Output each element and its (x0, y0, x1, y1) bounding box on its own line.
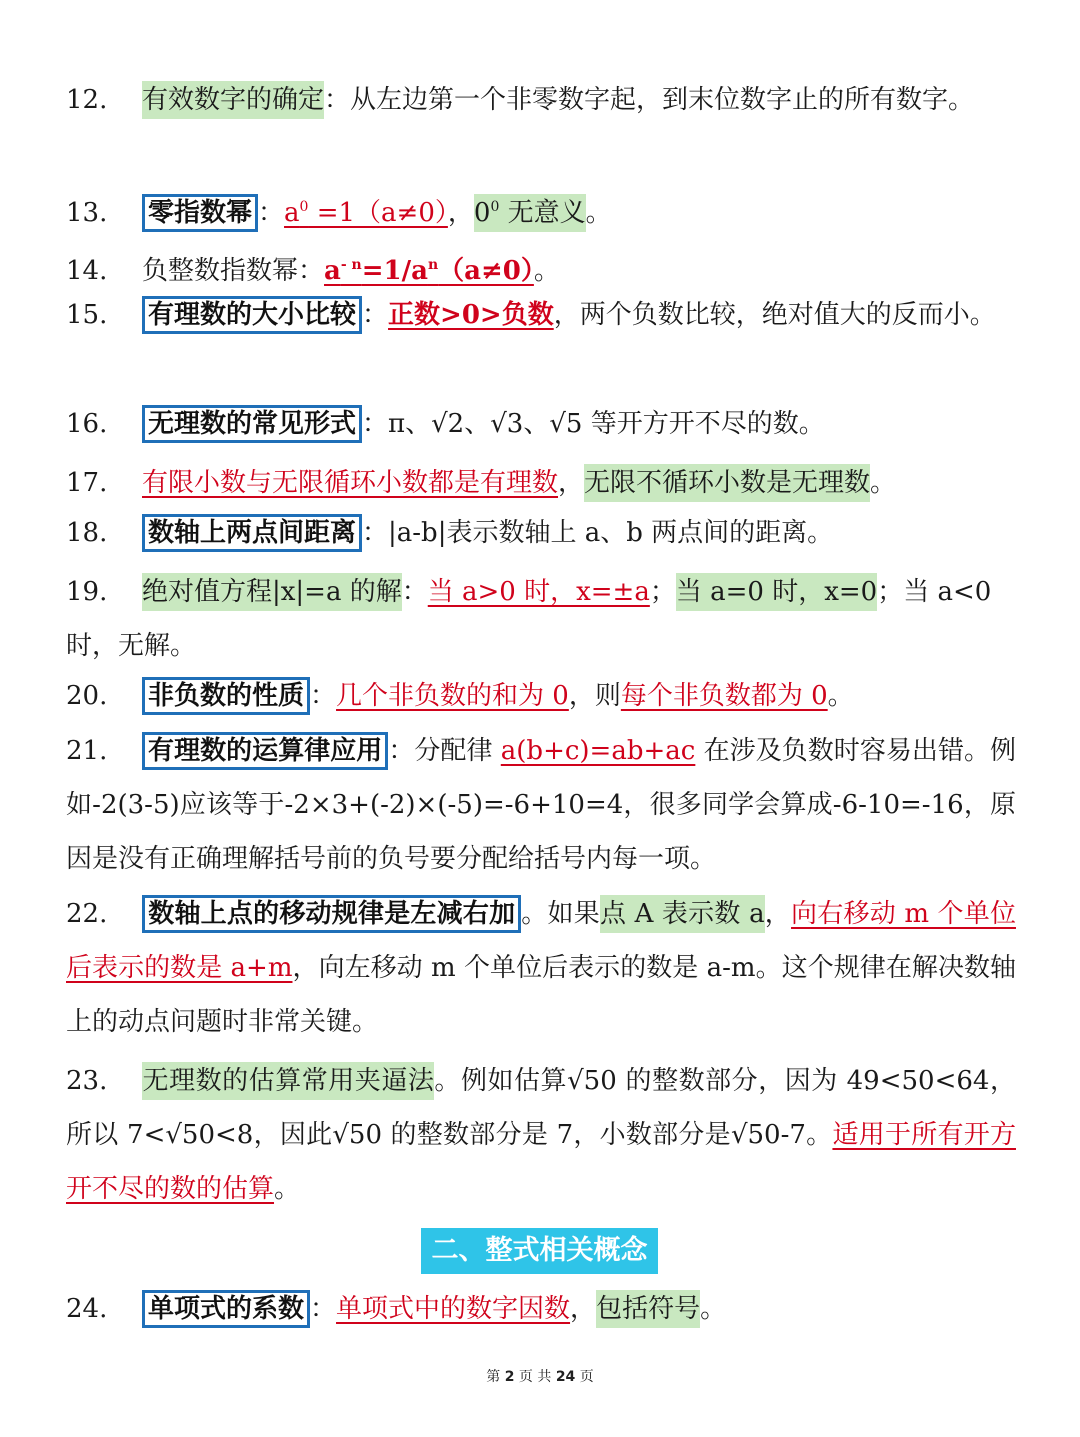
red-text: 每个非负数都为 0 (620, 681, 828, 711)
item-22 (66, 887, 1016, 1049)
footer-text: 页 (579, 1369, 594, 1385)
item-number: 19. (66, 577, 108, 607)
item-24 (66, 1282, 1016, 1336)
item-number: 22. (66, 899, 108, 929)
highlight-term: 包括符号 (596, 1290, 700, 1328)
comma: ， (764, 899, 792, 929)
total-pages: 24 (555, 1369, 576, 1385)
item-18 (66, 506, 1016, 560)
page-footer (0, 1366, 1080, 1386)
footer-text: 第 (486, 1369, 501, 1385)
base: a (284, 198, 300, 228)
item-17 (66, 456, 1016, 510)
exponent: 0 (490, 199, 500, 215)
colon: ： (310, 681, 337, 711)
item-number: 20. (66, 681, 108, 711)
red-formula: a(b+c)=ab+ac (500, 736, 696, 766)
item-text: ，则 (568, 681, 621, 711)
item-text: ：|a-b|表示数轴上 a、b 两点间的距离。 (362, 518, 834, 548)
highlight-term: 绝对值方程|x|=a 的解 (142, 573, 402, 611)
red-text: 几个非负数的和为 0 (336, 681, 569, 711)
item-number: 12. (66, 85, 108, 115)
boxed-term: 数轴上点的移动规律是左减右加 (142, 895, 521, 933)
red-formula (324, 256, 534, 286)
item-15 (66, 288, 1016, 342)
item-text: 。如果 (521, 899, 600, 929)
highlight-term: 点 A 表示数 a (600, 895, 765, 933)
boxed-term: 有理数的运算律应用 (142, 732, 388, 770)
highlight-term: 无理数的估算常用夹逼法 (142, 1062, 434, 1100)
formula-tail: （a≠0） (438, 256, 534, 286)
section-title: 二、整式相关概念 (421, 1228, 658, 1274)
item-number: 16. (66, 409, 108, 439)
colon: ： (258, 198, 285, 228)
semicolon: ； (649, 577, 676, 607)
formula-rest: =1/a (361, 256, 428, 286)
item-23 (66, 1054, 1016, 1216)
item-21 (66, 724, 1016, 886)
item-13 (66, 180, 1016, 240)
item-text: ：从左边第一个非零数字起，到末位数字止的所有数字。 (324, 85, 975, 115)
period: 。 (585, 198, 612, 228)
item-20 (66, 669, 1016, 723)
red-text: 有限小数与无限循环小数都是有理数 (142, 468, 559, 498)
item-number: 18. (66, 518, 108, 548)
item-number: 13. (66, 198, 108, 228)
item-19 (66, 565, 1016, 673)
item-number: 24. (66, 1294, 108, 1324)
boxed-term: 单项式的系数 (142, 1290, 310, 1328)
red-text: 适用于所有开方开不尽的数的估算 (66, 1120, 1016, 1204)
exponent: 0 (299, 199, 309, 215)
item-16 (66, 397, 1016, 451)
colon: ： (401, 577, 428, 607)
colon: ： (310, 1294, 337, 1324)
red-text: 单项式中的数字因数 (336, 1294, 571, 1324)
highlight-term: 无限不循环小数是无理数 (584, 464, 870, 502)
period: 。 (827, 681, 854, 711)
period: 。 (533, 256, 560, 286)
highlight-term (474, 194, 586, 232)
item-text: ；当 a<0 时，无解。 (66, 577, 992, 661)
exponent: n (427, 257, 439, 273)
boxed-term: 数轴上两点间距离 (142, 514, 362, 552)
item-12 (66, 73, 1016, 127)
item-text: ，向左移动 m 个单位后表示的数是 a-m。这个规律在解决数轴上的动点问题时非常关键。 (66, 953, 1016, 1037)
red-text: 向右移动 m 个单位后表示的数是 a+m (66, 899, 1016, 983)
page-number: 2 (504, 1369, 515, 1385)
red-formula (284, 198, 448, 228)
boxed-term: 零指数幂 (142, 194, 258, 232)
period: 。 (870, 468, 897, 498)
highlight-term: 有效数字的确定 (142, 81, 324, 119)
boxed-term: 有理数的大小比较 (142, 296, 362, 334)
base: a (324, 256, 341, 286)
red-text: 当 a>0 时，x=±a (427, 577, 650, 607)
item-number: 17. (66, 468, 108, 498)
formula-rest: =1（a≠0） (308, 198, 448, 228)
item-number: 15. (66, 300, 108, 330)
colon: ： (362, 300, 389, 330)
item-number: 14. (66, 256, 108, 286)
item-text: 在涉及负数时容易出错。例如-2(3-5)应该等于-2×3+(-2)×(-5)=-6+10=4，很多同学会算成-6-10=-16，原因是没有正确理解括号前的负号要分配给括号内每一项。 (66, 736, 1017, 874)
comma: ， (570, 1294, 597, 1324)
item-text: ：分配律 (388, 736, 501, 766)
period: 。 (274, 1174, 301, 1204)
red-text: 正数>0>负数 (388, 300, 554, 330)
base: 0 (473, 198, 491, 228)
footer-text: 页 共 (518, 1369, 552, 1385)
comma: ， (447, 198, 474, 228)
boxed-term: 非负数的性质 (142, 677, 310, 715)
item-text: 。例如估算√50 的整数部分，因为 49<50<64，所以 7<√50<8，因此√50 的整数部分是 7，小数部分是√50-7。 (66, 1066, 1016, 1150)
period: 。 (700, 1294, 727, 1324)
boxed-term: 无理数的常见形式 (142, 405, 362, 443)
item-text: 负整数指数幂： (142, 256, 325, 286)
item-number: 21. (66, 736, 108, 766)
highlight-term: 当 a=0 时，x=0 (676, 573, 877, 611)
item-number: 23. (66, 1066, 108, 1096)
item-text: ：π、√2、√3、√5 等开方开不尽的数。 (362, 409, 825, 439)
term-rest: 无意义 (499, 198, 586, 228)
comma: ， (558, 468, 585, 498)
item-text: ，两个负数比较，绝对值大的反而小。 (553, 300, 996, 330)
exponent: - n (340, 257, 362, 273)
